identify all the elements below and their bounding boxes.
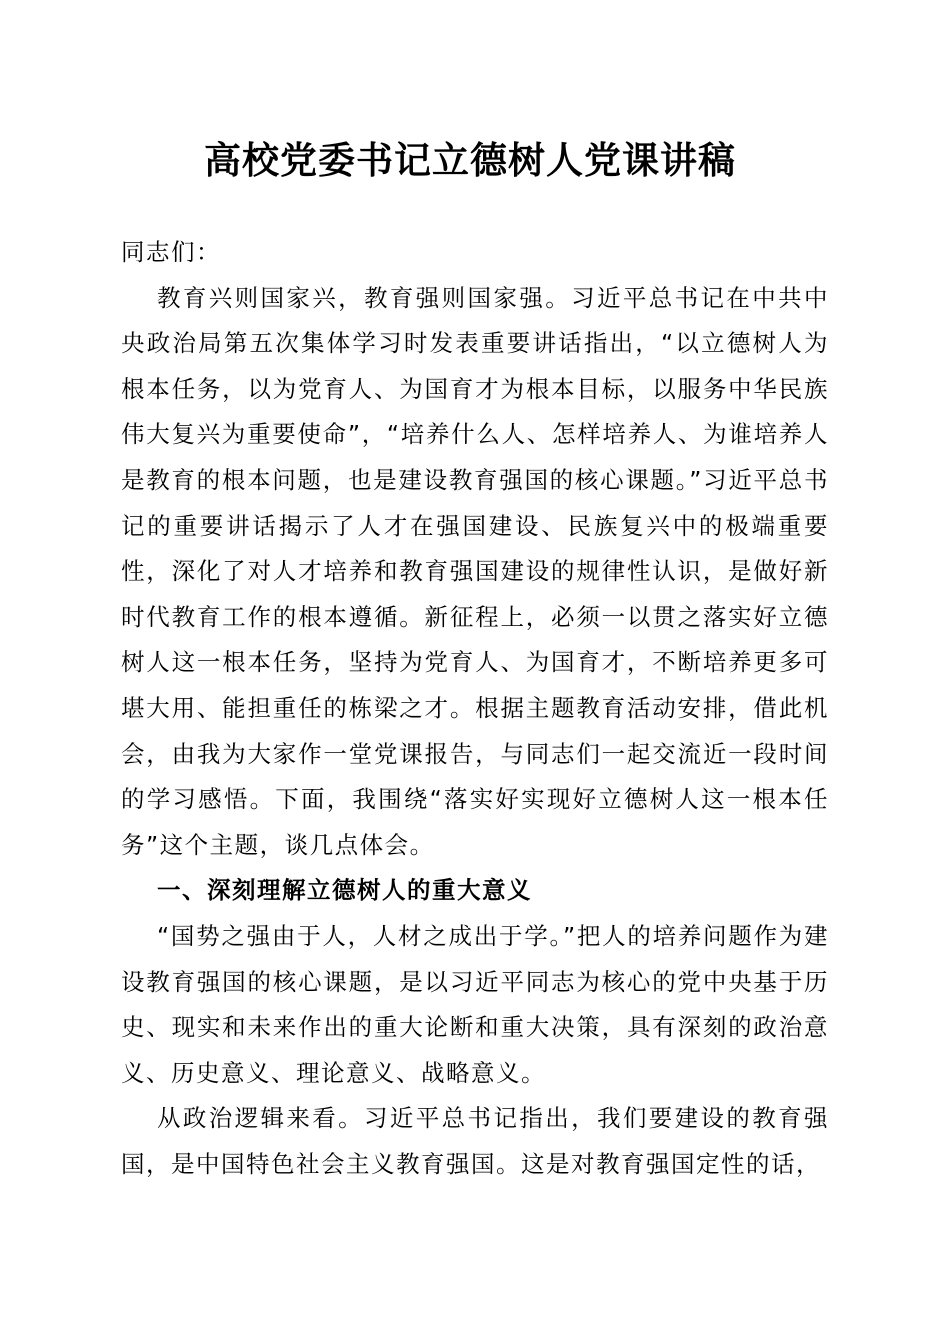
document-body xyxy=(121,230,829,1187)
section-paragraph: “国势之强由于人，人材之成出于学。”把人的培养问题作为建设教育强国的核心课题，是以习近平同志为核心的党中央基于历史、现实和未来作出的重大论断和重大决策，具有深刻的政治意义、历史意义、理论意义、战略意义。 xyxy=(121,921,829,1087)
section-paragraph: 从政治逻辑来看。习近平总书记指出，我们要建设的教育强国，是中国特色社会主义教育强国。这是对教育强国定性的话， xyxy=(121,1104,829,1178)
greeting: 同志们： xyxy=(121,238,221,266)
section-heading: 一、深刻理解立德树人的重大意义 xyxy=(157,876,532,905)
document-title: 高校党委书记立德树人党课讲稿 xyxy=(204,138,736,182)
intro-paragraph: 教育兴则国家兴，教育强则国家强。习近平总书记在中共中央政治局第五次集体学习时发表重要讲话指出，“以立德树人为根本任务，以为党育人、为国育才为根本目标，以服务中华民族伟大复兴为重要使命”，“培养什么人、怎样培养人、为谁培养人是教育的根本问题，也是建设教育强国的核心课题。”习近平总书记的重要讲话揭示了人才在强国建设、民族复兴中的极端重要性，深化了对人才培养和教育强国建设的规律性认识，是做好新时代教育工作的根本遵循。新征程上，必须一以贯之落实好立德树人这一根本任务，坚持为党育人、为国育才，不断培养更多可堪大用、能担重任的栋梁之才。根据主题教育活动安排，借此机会，由我为大家作一堂党课报告，与同志们一起交流近一段时间的学习感悟。下面，我围绕“落实好实现好立德树人这一根本任务”这个主题，谈几点体会。 xyxy=(121,283,829,859)
